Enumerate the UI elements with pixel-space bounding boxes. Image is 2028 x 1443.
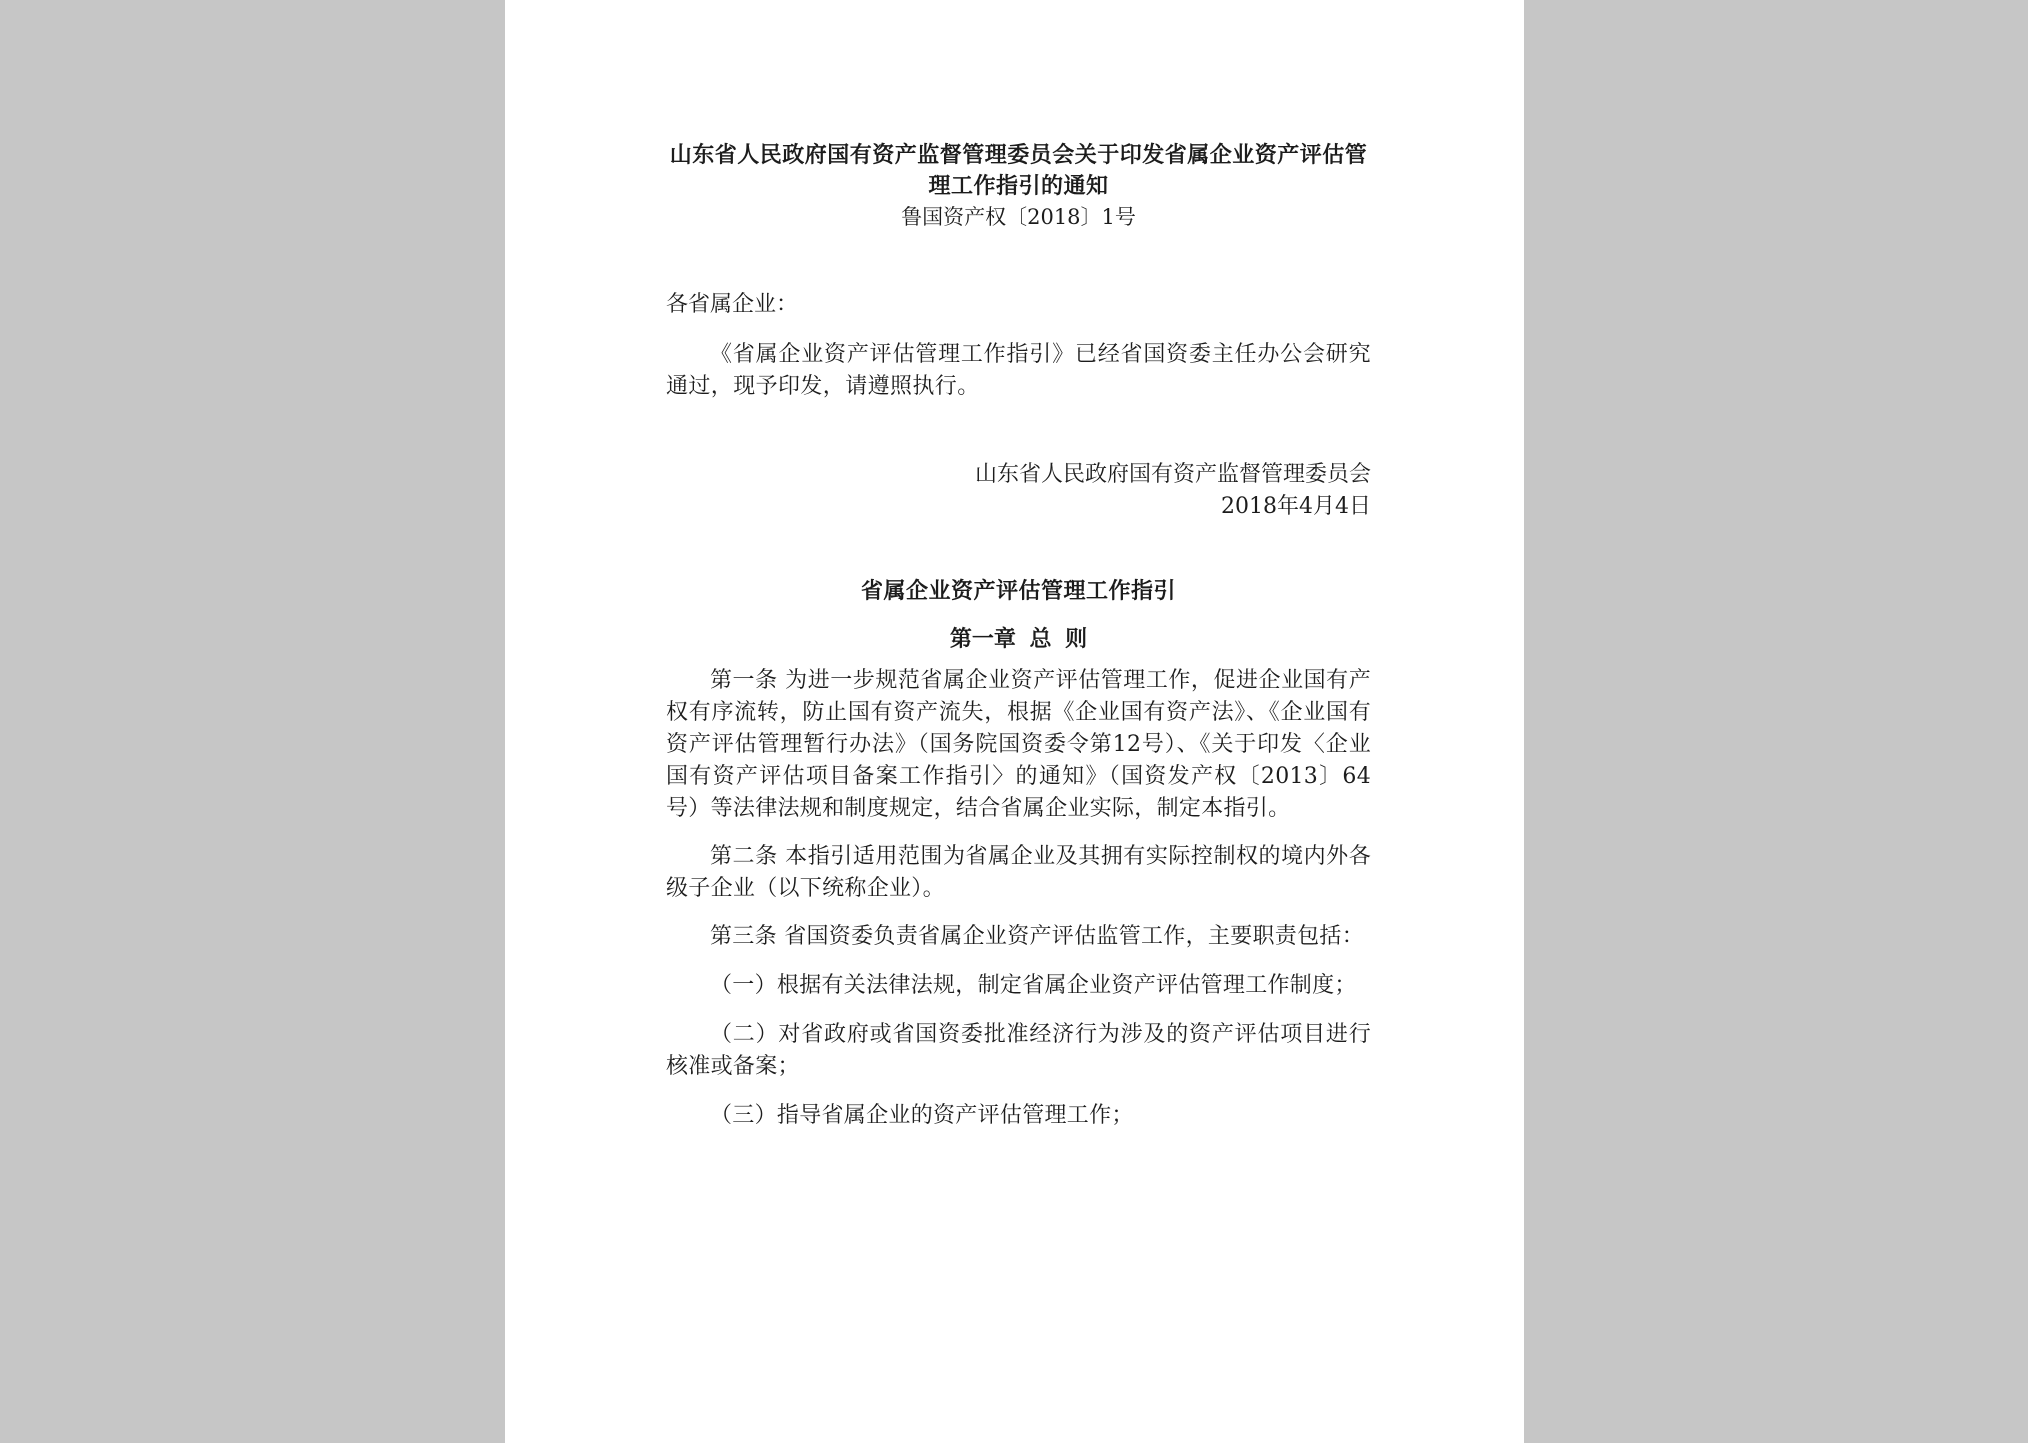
salutation: 各省属企业： bbox=[666, 292, 799, 317]
signature-organization: 山东省人民政府国有资产监督管理委员会 bbox=[974, 462, 1371, 487]
article-3-item-3: （三）指导省属企业的资产评估管理工作； bbox=[710, 1103, 1134, 1128]
notice-title: 山东省人民政府国有资产监督管理委员会关于印发省属企业资产评估管理工作指引的通知 bbox=[669, 142, 1368, 199]
signature-date: 2018年4月4日 bbox=[1221, 494, 1371, 519]
chapter-title: 第一章 总 则 bbox=[949, 626, 1088, 652]
notice-body: 《省属企业资产评估管理工作指引》已经省国资委主任办公会研究通过，现予印发，请遵照执行。 bbox=[666, 342, 1371, 399]
article-1: 第一条 为进一步规范省属企业资产评估管理工作，促进企业国有产权有序流转，防止国有资产流失，根据《企业国有资产法》、《企业国有资产评估管理暂行办法》（国务院国资委令第12号）、《关于印发〈企业国有资产评估项目备案工作指引〉的通知》（国资发产权〔2013〕64号）等法律法规和制度规定，结合省属企业实际，制定本指引。 bbox=[666, 668, 1371, 821]
document-page bbox=[505, 0, 1524, 1443]
document-number: 鲁国资产权〔2018〕1号 bbox=[901, 205, 1136, 229]
article-3-item-2: （二）对省政府或省国资委批准经济行为涉及的资产评估项目进行核准或备案； bbox=[666, 1022, 1371, 1079]
article-3-item-1: （一）根据有关法律法规，制定省属企业资产评估管理工作制度； bbox=[710, 973, 1357, 998]
article-3: 第三条 省国资委负责省属企业资产评估监管工作，主要职责包括： bbox=[710, 924, 1364, 949]
document-content bbox=[666, 140, 1371, 1132]
article-2: 第二条 本指引适用范围为省属企业及其拥有实际控制权的境内外各级子企业（以下统称企业）。 bbox=[666, 844, 1371, 901]
guide-title: 省属企业资产评估管理工作指引 bbox=[860, 578, 1176, 604]
